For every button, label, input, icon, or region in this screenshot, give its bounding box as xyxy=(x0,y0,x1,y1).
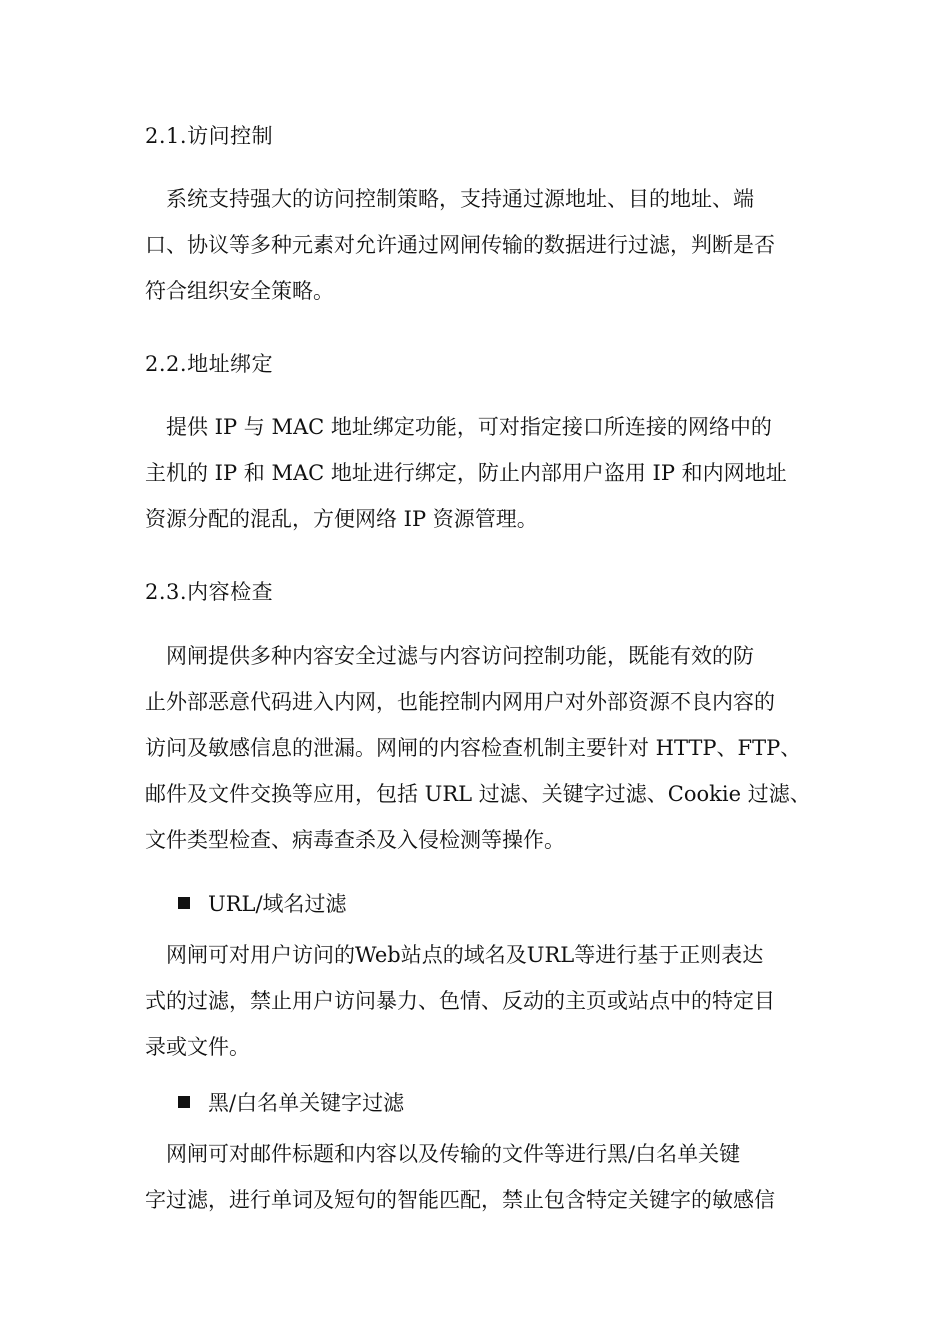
paragraph-line: 主机的 IP 和 MAC 地址进行绑定，防止内部用户盗用 IP 和内网地址 xyxy=(145,461,787,485)
paragraph-line: 录或文件。 xyxy=(145,1035,250,1059)
section-heading-access-control: 2.1.访问控制 xyxy=(145,124,274,148)
paragraph-line: 访问及敏感信息的泄漏。网闸的内容检查机制主要针对 HTTP、FTP、 xyxy=(145,736,802,760)
paragraph-line: 网闸提供多种内容安全过滤与内容访问控制功能，既能有效的防 xyxy=(145,644,754,668)
paragraph-line: 资源分配的混乱，方便网络 IP 资源管理。 xyxy=(145,507,538,531)
bullet-square-icon xyxy=(178,1096,190,1108)
paragraph-keyword-filter xyxy=(145,1131,807,1223)
paragraph-url-filter xyxy=(145,932,807,1070)
paragraph-line: 网闸可对邮件标题和内容以及传输的文件等进行黑/白名单关键 xyxy=(145,1142,741,1166)
paragraph-line: 式的过滤，禁止用户访问暴力、色情、反动的主页或站点中的特定目 xyxy=(145,989,775,1013)
paragraph-line: 系统支持强大的访问控制策略，支持通过源地址、目的地址、端 xyxy=(145,187,754,211)
paragraph-access-control xyxy=(145,176,807,314)
bullet-label: 黑/白名单关键字过滤 xyxy=(208,1091,405,1115)
paragraph-line: 文件类型检查、病毒查杀及入侵检测等操作。 xyxy=(145,828,565,852)
paragraph-address-binding xyxy=(145,404,807,542)
paragraph-line: 提供 IP 与 MAC 地址绑定功能，可对指定接口所连接的网络中的 xyxy=(145,415,772,439)
paragraph-line: 字过滤，进行单词及短句的智能匹配，禁止包含特定关键字的敏感信 xyxy=(145,1188,775,1212)
paragraph-line: 邮件及文件交换等应用，包括 URL 过滤、关键字过滤、Cookie 过滤、 xyxy=(145,782,811,806)
paragraph-line: 符合组织安全策略。 xyxy=(145,279,334,303)
bullet-url-filter xyxy=(178,890,347,918)
paragraph-line: 口、协议等多种元素对允许通过网闸传输的数据进行过滤，判断是否 xyxy=(145,233,775,257)
paragraph-line: 网闸可对用户访问的Web站点的域名及URL等进行基于正则表达 xyxy=(145,943,764,967)
bullet-label: URL/域名过滤 xyxy=(208,892,347,916)
section-heading-content-inspection: 2.3.内容检查 xyxy=(145,580,274,604)
section-heading-address-binding: 2.2.地址绑定 xyxy=(145,352,274,376)
paragraph-content-inspection xyxy=(145,633,811,863)
bullet-keyword-filter xyxy=(178,1089,404,1117)
paragraph-line: 止外部恶意代码进入内网，也能控制内网用户对外部资源不良内容的 xyxy=(145,690,775,714)
bullet-square-icon xyxy=(178,897,190,909)
